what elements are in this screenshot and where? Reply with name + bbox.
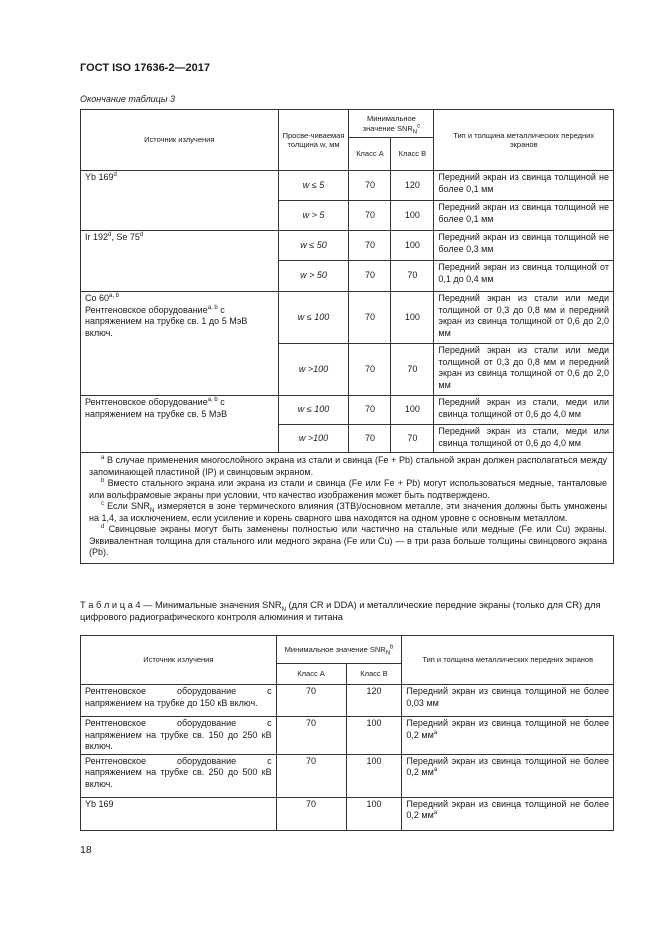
t3-header-thickness: Просве-чиваемая толщина w, мм xyxy=(278,110,349,171)
t3-source-se-sup: d xyxy=(139,232,144,238)
t3-thickness-1: w > 5 xyxy=(278,201,349,231)
t3-class-b-3: 70 xyxy=(391,261,434,292)
t3-class-a-1: 70 xyxy=(349,201,391,231)
t4-screen-2 xyxy=(402,754,614,797)
page-number: 18 xyxy=(80,844,92,856)
t4-header-snr-sub: N xyxy=(385,650,391,657)
t4-screen-3 xyxy=(402,797,614,830)
t3-screen-0: Передний экран из свинца толщиной не более 0,1 мм xyxy=(434,171,614,201)
t4-source-2: Рентгеновское оборудование с напряжением на трубке св. 250 до 500 кВ включ. xyxy=(81,754,277,797)
t3-class-b-6: 100 xyxy=(391,396,434,425)
table3-caption: Окончание таблицы 3 xyxy=(80,94,175,104)
t3-header-snr-sup: c xyxy=(417,123,421,129)
t3-source-se-text: , Se 75 xyxy=(111,232,140,242)
t3-footnote-a xyxy=(89,455,607,478)
t3-screen-1: Передний экран из свинца толщиной не более 0,1 мм xyxy=(434,201,614,231)
t3-class-b-4: 100 xyxy=(391,292,434,344)
t3-header-snr-sub: N xyxy=(412,129,418,135)
t4-screen-2-text: Передний экран из свинца толщиной не более 0,2 мм xyxy=(406,755,609,777)
table4-caption-text2: (для CR и DDA) и металлические передние экраны (только для CR) для цифрового радиографического контроля алюминия и титана xyxy=(80,600,601,622)
t3-source-xray5-text: Рентгеновское оборудование xyxy=(85,397,208,407)
t3-source-xray5-voltage: с напряжением на трубке св. 5 МэВ xyxy=(85,397,228,419)
t3-header-screen: Тип и толщина металлических передних экранов xyxy=(434,110,614,171)
t4-screen-3-sup: a xyxy=(433,810,438,816)
t3-source-co60 xyxy=(81,292,279,396)
t3-thickness-5: w >100 xyxy=(278,344,349,396)
table3 xyxy=(80,109,614,564)
t3-source-co60-text: Co 60 xyxy=(85,293,110,303)
t3-class-b-1: 100 xyxy=(391,201,434,231)
t3-class-b-0: 120 xyxy=(391,171,434,201)
t3-footnote-d-mark: d xyxy=(101,524,105,530)
t4-class-a-1: 70 xyxy=(276,717,346,755)
table4-caption-sub: N xyxy=(281,606,286,613)
t3-thickness-2: w ≤ 50 xyxy=(278,231,349,261)
t3-source-xray-voltage: с напряжением на трубке св. 1 до 5 МэВ включ. xyxy=(85,304,248,338)
t4-source-1: Рентгеновское оборудование с напряжением на трубке св. 150 до 250 кВ включ. xyxy=(81,717,277,755)
t3-source-yb xyxy=(81,171,279,231)
t3-footnote-a-mark: a xyxy=(101,455,105,461)
t3-footnote-b xyxy=(89,478,607,501)
t3-source-xray5-sup: a, b xyxy=(207,397,218,403)
t3-source-ir-se xyxy=(81,231,279,292)
t3-footnotes xyxy=(81,453,614,564)
t4-screen-0 xyxy=(402,685,614,717)
table4-caption xyxy=(80,599,620,623)
t4-screen-1-sup: a xyxy=(433,729,438,736)
t3-class-a-0: 70 xyxy=(349,171,391,201)
t4-header-snr-text: Минимальное значение SNR xyxy=(284,644,386,654)
t3-footnote-c-text1: Если SNR xyxy=(104,501,150,511)
t3-source-xray-sup: a, b xyxy=(207,304,218,311)
standard-designation: ГОСТ ISO 17636-2—2017 xyxy=(80,62,210,74)
t4-screen-2-sup: a xyxy=(433,767,438,773)
t3-class-b-2: 100 xyxy=(391,231,434,261)
t4-header-screen: Тип и толщина металлических передних экранов xyxy=(402,636,614,685)
t3-header-source: Источник излучения xyxy=(81,110,279,171)
t4-class-b-0: 120 xyxy=(346,685,402,717)
t3-footnote-d-text: Свинцовые экраны могут быть заменены полностью или частично на стальные или медные (Fe или Cu) экраны. Эквивалентная толщина для стального или медного экрана (Fe или Cu) — в три раза больше толщины свинцового экрана (Pb). xyxy=(89,524,607,557)
t3-source-xray-5mev xyxy=(81,396,279,453)
t3-thickness-4: w ≤ 100 xyxy=(278,292,349,344)
table4 xyxy=(80,635,614,831)
t3-source-ir-text: Ir 192 xyxy=(85,232,109,242)
t4-source-3: Yb 169 xyxy=(81,797,277,830)
t3-class-b-7: 70 xyxy=(391,425,434,453)
t3-class-a-2: 70 xyxy=(349,231,391,261)
t4-class-a-0: 70 xyxy=(276,685,346,717)
t3-class-a-4: 70 xyxy=(349,292,391,344)
t3-class-b-5: 70 xyxy=(391,344,434,396)
t3-footnote-b-mark: b xyxy=(101,478,105,484)
t3-thickness-3: w > 50 xyxy=(278,261,349,292)
t3-footnote-d xyxy=(89,524,607,559)
t4-screen-1 xyxy=(402,717,614,755)
t3-footnote-c-sub: N xyxy=(149,507,155,514)
t4-class-a-2: 70 xyxy=(276,754,346,797)
t4-header-source: Источник излучения xyxy=(81,636,277,685)
t3-source-co60-sup: a, b xyxy=(109,293,120,299)
t3-header-snr-text: Минимальное значение SNR xyxy=(362,114,416,133)
t4-header-class-b: Класс В xyxy=(346,664,402,685)
t3-screen-5: Передний экран из стали или меди толщиной от 0,3 до 0,8 мм и передний экран из свинца толщиной от 0,6 до 2,0 мм xyxy=(434,344,614,396)
t3-thickness-7: w >100 xyxy=(278,425,349,453)
t3-header-class-b: Класс В xyxy=(391,138,434,171)
t3-source-ir-sup: d xyxy=(108,232,112,238)
t3-source-yb-text: Yb 169 xyxy=(85,172,114,182)
t3-source-yb-sup: d xyxy=(113,172,117,178)
table4-caption-text1: Т а б л и ц а 4 — Минимальные значения SNR xyxy=(80,600,282,610)
t3-class-a-6: 70 xyxy=(349,396,391,425)
t3-screen-4: Передний экран из стали или меди толщиной от 0,3 до 0,8 мм и передний экран из свинца толщиной от 0,6 до 2,0 мм xyxy=(434,292,614,344)
t4-screen-1-text: Передний экран из свинца толщиной не более 0,2 мм xyxy=(406,718,609,740)
t3-class-a-3: 70 xyxy=(349,261,391,292)
t3-footnote-c-mark: c xyxy=(101,501,104,507)
t3-class-a-5: 70 xyxy=(349,344,391,396)
t3-header-class-a: Класс А xyxy=(349,138,391,171)
t3-screen-3: Передний экран из свинца толщиной от 0,1 до 0,4 мм xyxy=(434,261,614,292)
t3-source-xray-text: Рентгеновское оборудование xyxy=(85,304,208,315)
t4-source-0: Рентгеновское оборудование с напряжением на трубке до 150 кВ включ. xyxy=(81,685,277,717)
t4-screen-0-text: Передний экран из свинца толщиной не более 0,03 мм xyxy=(406,686,609,708)
t3-class-a-7: 70 xyxy=(349,425,391,453)
t4-class-b-2: 100 xyxy=(346,754,402,797)
t4-header-snr-sup: b xyxy=(390,644,394,651)
t3-header-snr xyxy=(349,110,434,138)
t3-screen-2: Передний экран из свинца толщиной не более 0,3 мм xyxy=(434,231,614,261)
t3-thickness-0: w ≤ 5 xyxy=(278,171,349,201)
t4-screen-3-text: Передний экран из свинца толщиной не более 0,2 мм xyxy=(406,798,609,820)
t3-screen-6: Передний экран из стали, меди или свинца толщиной от 0,6 до 4,0 мм xyxy=(434,396,614,425)
t4-class-a-3: 70 xyxy=(276,797,346,830)
t3-footnote-b-text: Вместо стального экрана или экрана из стали и свинца (Fe или Fe + Pb) могут использоваться медные, танталовые или вольфрамовые экраны при условии, что качество изображения может быть подтверждено. xyxy=(89,478,607,500)
t4-class-b-3: 100 xyxy=(346,797,402,830)
t3-screen-7: Передний экран из стали, меди или свинца толщиной от 0,6 до 4,0 мм xyxy=(434,425,614,453)
t4-class-b-1: 100 xyxy=(346,717,402,755)
t3-footnote-c-text2: измеряется в зоне термического влияния (ЗТВ)/основном металле, эти значения должны быть умножены на 1,4, за исключением, если усиление и корень сварного шва находятся на одном уровне с основным металлом. xyxy=(89,501,607,523)
t4-header-class-a: Класс А xyxy=(276,664,346,685)
t3-footnote-c xyxy=(89,501,607,524)
t3-thickness-6: w ≤ 100 xyxy=(278,396,349,425)
t4-header-snr xyxy=(276,636,402,664)
t3-footnote-a-text: В случае применения многослойного экрана из стали и свинца (Fe + Pb) стальной экран должен располагаться между запоминающей пластиной (IP) и свинцовым экраном. xyxy=(89,455,607,477)
